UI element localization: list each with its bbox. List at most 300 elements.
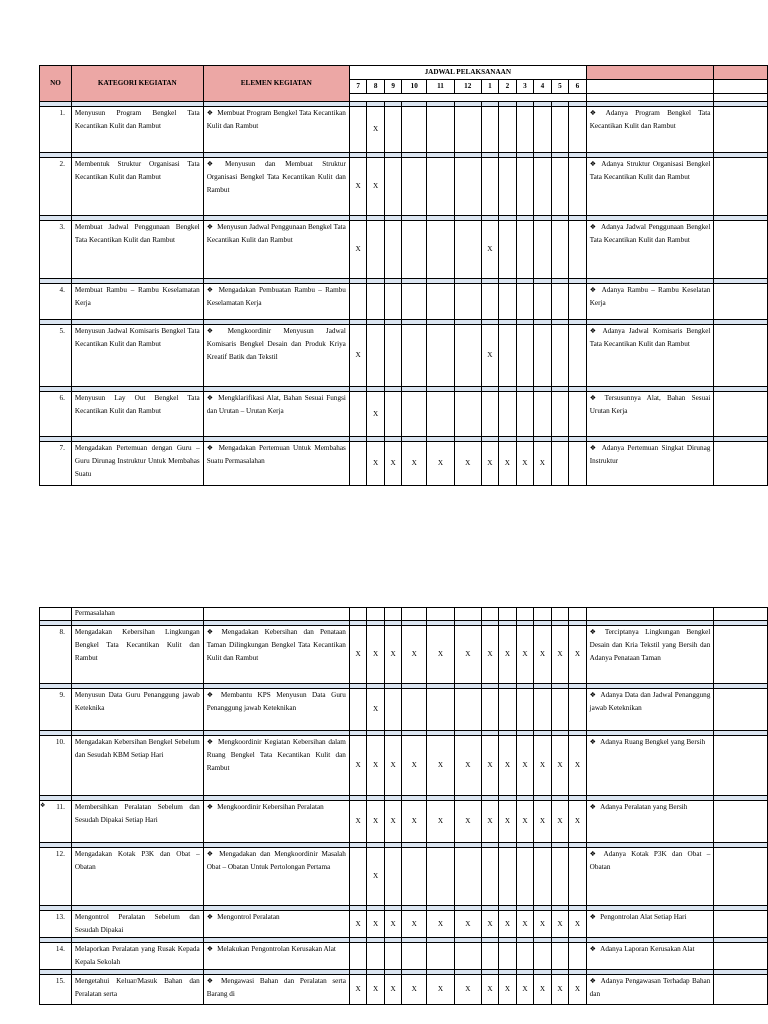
schedule-cell bbox=[402, 392, 427, 437]
schedule-mark: X bbox=[569, 801, 587, 843]
hasil-text: Adanya Rambu – Rambu Keselatan Kerja bbox=[589, 286, 711, 307]
month-header: 8 bbox=[367, 80, 385, 94]
row-number: 3. bbox=[40, 221, 72, 279]
schedule-cell bbox=[569, 689, 587, 731]
month-header: 3 bbox=[516, 80, 534, 94]
table-row bbox=[40, 689, 768, 731]
schedule-mark: X bbox=[516, 911, 534, 938]
row-number: 1. bbox=[40, 107, 72, 153]
table-row bbox=[40, 442, 768, 486]
schedule-cell bbox=[569, 325, 587, 387]
schedule-cell bbox=[349, 107, 367, 153]
schedule-cell bbox=[534, 392, 552, 437]
row-number: 13. bbox=[40, 911, 72, 938]
elemen-cell bbox=[203, 284, 349, 320]
extra-cell bbox=[714, 392, 768, 437]
extra-cell bbox=[714, 325, 768, 387]
schedule-cell bbox=[349, 284, 367, 320]
row-number: 8. bbox=[40, 626, 72, 684]
hasil-cell bbox=[586, 943, 714, 970]
kategori-cell: Mengadakan Kotak P3K dan Obat – Obatan bbox=[71, 848, 203, 906]
table-row bbox=[40, 975, 768, 1005]
schedule-cell bbox=[499, 392, 517, 437]
elemen-text: Mengkoordinir Kebersihan Peralatan bbox=[217, 803, 324, 811]
schedule-cell bbox=[454, 848, 481, 906]
schedule-mark: X bbox=[367, 848, 385, 906]
schedule-mark: X bbox=[427, 626, 455, 684]
schedule-cell bbox=[481, 284, 499, 320]
schedule-mark: X bbox=[516, 626, 534, 684]
hasil-cell bbox=[586, 284, 714, 320]
schedule-mark: X bbox=[384, 801, 402, 843]
schedule-cell bbox=[367, 325, 385, 387]
row-number: 14. bbox=[40, 943, 72, 970]
schedule-mark: X bbox=[402, 911, 427, 938]
hasil-cell bbox=[586, 158, 714, 216]
schedule-mark: X bbox=[384, 911, 402, 938]
schedule-mark: X bbox=[516, 736, 534, 796]
schedule-cell bbox=[454, 689, 481, 731]
schedule-cell bbox=[349, 392, 367, 437]
elemen-cell bbox=[203, 158, 349, 216]
schedule-cell bbox=[551, 442, 569, 486]
row-number: 10. bbox=[40, 736, 72, 796]
elemen-cell bbox=[203, 911, 349, 938]
bullet-icon: ❖ bbox=[206, 327, 224, 335]
hasil-text: Pengontrolan Alat Setiap Hari bbox=[600, 913, 687, 921]
schedule-cell bbox=[454, 392, 481, 437]
schedule-cell bbox=[551, 943, 569, 970]
schedule-cell bbox=[534, 107, 552, 153]
schedule-cell bbox=[367, 284, 385, 320]
schedule-mark: X bbox=[534, 911, 552, 938]
extra-cell bbox=[714, 442, 768, 486]
extra-cell bbox=[714, 284, 768, 320]
schedule-mark: X bbox=[367, 689, 385, 731]
schedule-mark: X bbox=[427, 975, 455, 1005]
elemen-text: Mengadakan dan Mengkoordinir Masalah Obat – Obatan Untuk Pertolongan Pertama bbox=[206, 850, 346, 871]
elemen-text: Mengklarifikasi Alat, Bahan Sesuai Fungsi dan Urutan – Urutan Kerja bbox=[206, 394, 346, 415]
schedule-cell bbox=[384, 689, 402, 731]
extra-cell bbox=[714, 158, 768, 216]
schedule-mark: X bbox=[551, 736, 569, 796]
bullet-icon: ❖ bbox=[589, 691, 597, 699]
schedule-mark: X bbox=[427, 911, 455, 938]
table-row bbox=[40, 284, 768, 320]
schedule-mark: X bbox=[534, 801, 552, 843]
schedule-cell bbox=[402, 848, 427, 906]
schedule-mark: X bbox=[367, 107, 385, 153]
schedule-mark: X bbox=[499, 911, 517, 938]
schedule-mark: X bbox=[402, 442, 427, 486]
schedule-cell bbox=[569, 158, 587, 216]
kategori-cell: Mengadakan Kebersihan Lingkungan Bengkel Tata Kecantikan Kulit dan Rambut bbox=[71, 626, 203, 684]
schedule-mark: X bbox=[454, 442, 481, 486]
schedule-mark: X bbox=[402, 626, 427, 684]
bullet-icon: ❖ bbox=[589, 913, 597, 921]
elemen-cell bbox=[203, 221, 349, 279]
extra-cell bbox=[714, 626, 768, 684]
elemen-cell bbox=[203, 801, 349, 843]
schedule-cell bbox=[384, 284, 402, 320]
elemen-cell bbox=[203, 975, 349, 1005]
hasil-text: Adanya Data dan Jadwal Penanggung jawab Keteknikan bbox=[589, 691, 711, 712]
elemen-text: Mengadakan Pertemuan Untuk Membahas Suatu Permasalahan bbox=[206, 444, 346, 465]
schedule-cell bbox=[427, 848, 455, 906]
schedule-mark: X bbox=[481, 736, 499, 796]
schedule-cell bbox=[384, 107, 402, 153]
schedule-cell bbox=[499, 848, 517, 906]
schedule-mark: X bbox=[551, 911, 569, 938]
month-header: 10 bbox=[402, 80, 427, 94]
schedule-mark: X bbox=[402, 975, 427, 1005]
schedule-mark: X bbox=[367, 736, 385, 796]
schedule-cell bbox=[427, 689, 455, 731]
schedule-cell bbox=[481, 158, 499, 216]
schedule-mark: X bbox=[569, 911, 587, 938]
schedule-cell bbox=[534, 284, 552, 320]
schedule-cell bbox=[516, 107, 534, 153]
header-jadwal: JADWAL PELAKSANAAN bbox=[349, 66, 586, 80]
kategori-cell: Membuat Jadwal Penggunaan Bengkel Tata Kecantikan Kulit dan Rambut bbox=[71, 221, 203, 279]
schedule-cell bbox=[516, 221, 534, 279]
schedule-mark: X bbox=[367, 911, 385, 938]
elemen-text: Menyusun Jadwal Penggunaan Bengkel Tata Kecantikan Kulit dan Rambut bbox=[206, 223, 346, 244]
row-number: 11. bbox=[40, 801, 72, 843]
schedule-cell bbox=[516, 325, 534, 387]
schedule-cell bbox=[384, 221, 402, 279]
schedule-cell bbox=[349, 442, 367, 486]
hasil-cell bbox=[586, 442, 714, 486]
kategori-cell: Melaporkan Peralatan yang Rusak Kepada Kepala Sekolah bbox=[71, 943, 203, 970]
schedule-mark: X bbox=[349, 975, 367, 1005]
header-no: NO bbox=[40, 66, 72, 102]
schedule-mark: X bbox=[534, 626, 552, 684]
bullet-icon: ❖ bbox=[589, 444, 598, 452]
kategori-cell: Mengetahui Keluar/Masuk Bahan dan Peralatan serta bbox=[71, 975, 203, 1005]
schedule-mark: X bbox=[384, 626, 402, 684]
hasil-cell bbox=[586, 221, 714, 279]
bullet-icon: ❖ bbox=[589, 977, 597, 985]
schedule-mark: X bbox=[534, 442, 552, 486]
kategori-cell: Membentuk Struktur Organisasi Tata Kecantikan Kulit dan Rambut bbox=[71, 158, 203, 216]
schedule-mark: X bbox=[367, 158, 385, 216]
schedule-cell bbox=[427, 158, 455, 216]
schedule-cell bbox=[427, 325, 455, 387]
schedule-cell bbox=[499, 221, 517, 279]
schedule-mark: X bbox=[427, 442, 455, 486]
schedule-cell bbox=[367, 943, 385, 970]
schedule-mark: X bbox=[481, 325, 499, 387]
schedule-mark: X bbox=[384, 442, 402, 486]
bullet-icon: ❖ bbox=[589, 394, 601, 402]
schedule-table-bottom bbox=[39, 607, 768, 1005]
header-hasil-cell bbox=[586, 80, 714, 94]
bullet-icon: ❖ bbox=[589, 850, 600, 858]
row-number: 4. bbox=[40, 284, 72, 320]
schedule-cell bbox=[402, 689, 427, 731]
table-row bbox=[40, 107, 768, 153]
elemen-cell bbox=[203, 848, 349, 906]
elemen-text: Mengadakan Kebersihan dan Penataan Taman Dilingkungan Bengkel Tata Kecantikan Kulit dan Rambut bbox=[206, 628, 346, 662]
elemen-cell bbox=[203, 107, 349, 153]
hasil-cell bbox=[586, 848, 714, 906]
schedule-mark: X bbox=[481, 801, 499, 843]
schedule-mark: X bbox=[454, 801, 481, 843]
extra-cell bbox=[714, 736, 768, 796]
schedule-cell bbox=[516, 943, 534, 970]
elemen-cell bbox=[203, 943, 349, 970]
bullet-icon: ❖ bbox=[206, 850, 216, 858]
schedule-cell bbox=[384, 848, 402, 906]
schedule-table-top bbox=[39, 65, 768, 486]
month-header: 1 bbox=[481, 80, 499, 94]
schedule-cell bbox=[481, 943, 499, 970]
schedule-mark: X bbox=[427, 736, 455, 796]
month-header: 9 bbox=[384, 80, 402, 94]
schedule-mark: X bbox=[551, 801, 569, 843]
schedule-mark: X bbox=[569, 975, 587, 1005]
schedule-mark: X bbox=[349, 626, 367, 684]
schedule-cell bbox=[384, 392, 402, 437]
bullet-icon: ❖ bbox=[206, 444, 215, 452]
schedule-cell bbox=[551, 221, 569, 279]
schedule-cell bbox=[384, 158, 402, 216]
schedule-cell bbox=[402, 284, 427, 320]
schedule-cell bbox=[499, 943, 517, 970]
schedule-cell bbox=[349, 689, 367, 731]
kategori-cell: Mengontrol Peralatan Sebelum dan Sesudah Dipakai bbox=[71, 911, 203, 938]
month-header: 5 bbox=[551, 80, 569, 94]
extra-cell bbox=[714, 943, 768, 970]
continued-text: Permasalahan bbox=[71, 608, 203, 621]
schedule-mark: X bbox=[427, 801, 455, 843]
schedule-cell bbox=[551, 284, 569, 320]
schedule-cell bbox=[481, 107, 499, 153]
schedule-cell bbox=[481, 848, 499, 906]
schedule-mark: X bbox=[349, 801, 367, 843]
schedule-cell bbox=[516, 848, 534, 906]
schedule-cell bbox=[516, 158, 534, 216]
schedule-mark: X bbox=[499, 442, 517, 486]
hasil-cell bbox=[586, 689, 714, 731]
schedule-mark: X bbox=[454, 736, 481, 796]
schedule-mark: X bbox=[481, 221, 499, 279]
elemen-text: Membuat Program Bengkel Tata Kecantikan Kulit dan Rambut bbox=[206, 109, 346, 130]
row-number: 12. bbox=[40, 848, 72, 906]
bullet-icon: ❖ bbox=[589, 803, 597, 811]
schedule-cell bbox=[427, 221, 455, 279]
bullet-icon: ❖ bbox=[206, 977, 218, 985]
row-number: 6. bbox=[40, 392, 72, 437]
schedule-cell bbox=[551, 107, 569, 153]
elemen-text: Mengawasi Bahan dan Peralatan serta Barang di bbox=[206, 977, 346, 998]
extra-cell bbox=[714, 221, 768, 279]
elemen-cell bbox=[203, 736, 349, 796]
schedule-mark: X bbox=[384, 975, 402, 1005]
schedule-mark: X bbox=[349, 911, 367, 938]
stray-bullet: ❖ bbox=[40, 803, 46, 809]
month-header: 2 bbox=[499, 80, 517, 94]
kategori-cell: Mengadakan Kebersihan Bengkel Sebelum dan Sesudah KBM Setiap Hari bbox=[71, 736, 203, 796]
hasil-cell bbox=[586, 801, 714, 843]
table-row bbox=[40, 911, 768, 938]
schedule-mark: X bbox=[367, 801, 385, 843]
bullet-icon: ❖ bbox=[589, 160, 598, 168]
schedule-mark: X bbox=[499, 801, 517, 843]
schedule-mark: X bbox=[454, 975, 481, 1005]
elemen-text: Mengkoordinir Kegiatan Kebersihan dalam Ruang Bengkel Tata Kecantikan Kulit dan Rambut bbox=[206, 738, 346, 772]
extra-cell bbox=[714, 107, 768, 153]
hasil-cell bbox=[586, 325, 714, 387]
kategori-cell: Menyusun Lay Out Bengkel Tata Kecantikan Kulit dan Rambut bbox=[71, 392, 203, 437]
hasil-text: Adanya Struktur Organisasi Bengkel Tata Kecantikan Kulit dan Rambut bbox=[589, 160, 711, 181]
schedule-mark: X bbox=[349, 736, 367, 796]
table-row bbox=[40, 801, 768, 843]
schedule-cell bbox=[551, 392, 569, 437]
table-row bbox=[40, 943, 768, 970]
schedule-cell bbox=[516, 689, 534, 731]
extra-cell bbox=[714, 975, 768, 1005]
schedule-cell bbox=[454, 943, 481, 970]
bullet-icon: ❖ bbox=[206, 738, 215, 746]
schedule-mark: X bbox=[481, 626, 499, 684]
bullet-icon: ❖ bbox=[206, 160, 222, 168]
schedule-mark: X bbox=[516, 801, 534, 843]
schedule-cell bbox=[516, 392, 534, 437]
table-row bbox=[40, 392, 768, 437]
schedule-cell bbox=[427, 392, 455, 437]
schedule-cell bbox=[569, 943, 587, 970]
elemen-text: Membantu KPS Menyusun Data Guru Penanggung jawab Keteknikan bbox=[206, 691, 346, 712]
hasil-text: Adanya Laporan Kerusakan Alat bbox=[600, 945, 695, 953]
schedule-cell bbox=[481, 689, 499, 731]
schedule-cell bbox=[516, 284, 534, 320]
kategori-cell: Membuat Rambu – Rambu Keselamatan Kerja bbox=[71, 284, 203, 320]
extra-cell bbox=[714, 801, 768, 843]
kategori-cell: Menyusun Jadwal Komisaris Bengkel Tata Kecantikan Kulit dan Rambut bbox=[71, 325, 203, 387]
extra-cell bbox=[714, 848, 768, 906]
schedule-mark: X bbox=[499, 736, 517, 796]
header-kategori: KATEGORI KEGIATAN bbox=[71, 66, 203, 102]
schedule-cell bbox=[427, 284, 455, 320]
hasil-text: Adanya Pertemuan Singkat Dirunag Instruktur bbox=[589, 444, 711, 465]
hasil-text: Adanya Jadwal Penggunaan Bengkel Tata Kecantikan Kulit dan Rambut bbox=[589, 223, 711, 244]
schedule-cell bbox=[367, 221, 385, 279]
hasil-text: Tersusunnya Alat, Bahan Sesuai Urutan Kerja bbox=[589, 394, 711, 415]
hasil-cell bbox=[586, 911, 714, 938]
schedule-cell bbox=[551, 325, 569, 387]
schedule-cell bbox=[569, 221, 587, 279]
hasil-text: Adanya Kotak P3K dan Obat – Obatan bbox=[589, 850, 711, 871]
month-header: 4 bbox=[534, 80, 552, 94]
schedule-cell bbox=[402, 221, 427, 279]
extra-cell bbox=[714, 911, 768, 938]
schedule-mark: X bbox=[569, 626, 587, 684]
schedule-cell bbox=[454, 221, 481, 279]
schedule-cell bbox=[454, 107, 481, 153]
month-header: 11 bbox=[427, 80, 455, 94]
bullet-icon: ❖ bbox=[589, 109, 602, 117]
schedule-mark: X bbox=[402, 736, 427, 796]
schedule-cell bbox=[569, 392, 587, 437]
schedule-cell bbox=[551, 689, 569, 731]
bullet-icon: ❖ bbox=[206, 803, 214, 811]
schedule-cell bbox=[402, 107, 427, 153]
table-row bbox=[40, 626, 768, 684]
schedule-mark: X bbox=[516, 975, 534, 1005]
schedule-mark: X bbox=[569, 736, 587, 796]
bullet-icon: ❖ bbox=[589, 945, 597, 953]
kategori-cell: Menyusun Data Guru Penanggung jawab Keteknika bbox=[71, 689, 203, 731]
elemen-cell bbox=[203, 442, 349, 486]
schedule-cell bbox=[569, 442, 587, 486]
bullet-icon: ❖ bbox=[206, 286, 215, 294]
elemen-text: Mengontrol Peralatan bbox=[217, 913, 280, 921]
schedule-mark: X bbox=[349, 158, 367, 216]
month-header: 6 bbox=[569, 80, 587, 94]
schedule-mark: X bbox=[367, 626, 385, 684]
schedule-cell bbox=[349, 943, 367, 970]
schedule-cell bbox=[551, 848, 569, 906]
kategori-cell: Menyusun Program Bengkel Tata Kecantikan Kulit dan Rambut bbox=[71, 107, 203, 153]
bullet-icon: ❖ bbox=[589, 327, 599, 335]
bullet-icon: ❖ bbox=[206, 691, 217, 699]
bullet-icon: ❖ bbox=[589, 286, 598, 294]
schedule-cell bbox=[454, 158, 481, 216]
kategori-cell: Mengadakan Pertemuan dengan Guru – Guru Dirunag Instruktur Untuk Membahas Suatu bbox=[71, 442, 203, 486]
bullet-icon: ❖ bbox=[589, 223, 598, 231]
hasil-text: Terciptanya Lingkungan Bengkel Desain dan Kria Tekstil yang Bersih dan Adanya Penataan Taman bbox=[589, 628, 711, 662]
header-extra-cell bbox=[714, 80, 768, 94]
row-number: 15. bbox=[40, 975, 72, 1005]
schedule-cell bbox=[569, 848, 587, 906]
hasil-text: Adanya Program Bengkel Tata Kecantikan Kulit dan Rambut bbox=[589, 109, 711, 130]
bullet-icon: ❖ bbox=[206, 913, 214, 921]
hasil-text: Adanya Jadwal Komisaris Bengkel Tata Kecantikan Kulit dan Rambut bbox=[589, 327, 711, 348]
month-header: 12 bbox=[454, 80, 481, 94]
table-row bbox=[40, 848, 768, 906]
schedule-cell bbox=[427, 107, 455, 153]
bullet-icon: ❖ bbox=[206, 223, 214, 231]
schedule-mark: X bbox=[367, 975, 385, 1005]
elemen-text: Mengkoordinir Menyusun Jadwal Komisaris Bengkel Desain dan Produk Kriya Kreatif Batik dan Tekstil bbox=[206, 327, 346, 361]
bullet-icon: ❖ bbox=[206, 394, 215, 402]
schedule-mark: X bbox=[499, 975, 517, 1005]
table-row bbox=[40, 221, 768, 279]
elemen-text: Melakukan Pengontrolan Kerusakan Alat bbox=[217, 945, 336, 953]
table-row bbox=[40, 158, 768, 216]
schedule-cell bbox=[499, 158, 517, 216]
schedule-cell bbox=[454, 325, 481, 387]
schedule-cell bbox=[569, 107, 587, 153]
schedule-cell bbox=[551, 158, 569, 216]
elemen-cell bbox=[203, 626, 349, 684]
schedule-cell bbox=[534, 848, 552, 906]
schedule-cell bbox=[534, 943, 552, 970]
schedule-mark: X bbox=[481, 442, 499, 486]
schedule-cell bbox=[499, 325, 517, 387]
schedule-cell bbox=[499, 284, 517, 320]
schedule-cell bbox=[384, 943, 402, 970]
schedule-mark: X bbox=[534, 975, 552, 1005]
schedule-cell bbox=[402, 158, 427, 216]
month-header: 7 bbox=[349, 80, 367, 94]
schedule-mark: X bbox=[349, 221, 367, 279]
row-number: 2. bbox=[40, 158, 72, 216]
kategori-cell: Membersihkan Peralatan Sebelum dan Sesudah Dipakai Setiap Hari bbox=[71, 801, 203, 843]
schedule-mark: X bbox=[481, 975, 499, 1005]
